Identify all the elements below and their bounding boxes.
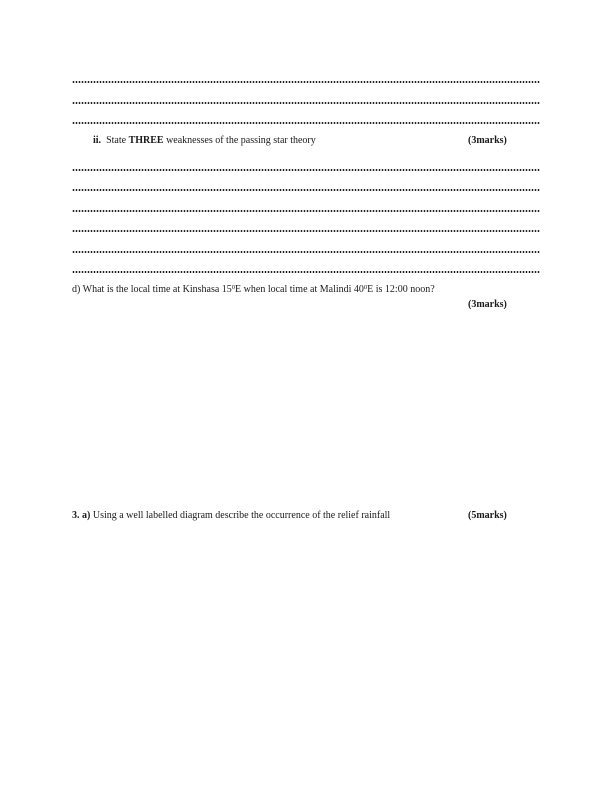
answer-line[interactable] [72, 210, 540, 212]
question-label: d) [72, 284, 81, 295]
question-text: weaknesses of the passing star theory [163, 135, 316, 146]
question-c-ii [93, 135, 316, 147]
question-text: Using a well labelled diagram describe the occurrence of the relief rainfall [90, 510, 391, 521]
marks-label: (3marks) [468, 135, 507, 146]
diagram-space[interactable] [72, 535, 540, 765]
degree-superscript: 0 [363, 284, 368, 291]
question-text: State [106, 135, 129, 146]
question-text: E is 12:00 noon? [367, 284, 435, 295]
marks-label: (5marks) [468, 510, 507, 521]
question-emphasis: THREE [128, 135, 164, 146]
answer-line[interactable] [72, 271, 540, 273]
marks-label: (3marks) [468, 299, 507, 310]
answer-line[interactable] [72, 230, 540, 232]
answer-line[interactable] [72, 189, 540, 191]
answer-line[interactable] [72, 122, 540, 124]
question-3a [72, 510, 390, 522]
question-number: ii. [93, 135, 102, 146]
question-d [72, 284, 435, 296]
answer-line[interactable] [72, 169, 540, 171]
question-text: E when local time at Malindi 40 [235, 284, 364, 295]
answer-line[interactable] [72, 251, 540, 253]
degree-superscript: 0 [231, 284, 236, 291]
working-space[interactable] [72, 320, 540, 490]
question-label: 3. a) [72, 510, 91, 521]
question-text: What is the local time at Kinshasa 15 [80, 284, 232, 295]
answer-line[interactable] [72, 81, 540, 83]
answer-line[interactable] [72, 102, 540, 104]
